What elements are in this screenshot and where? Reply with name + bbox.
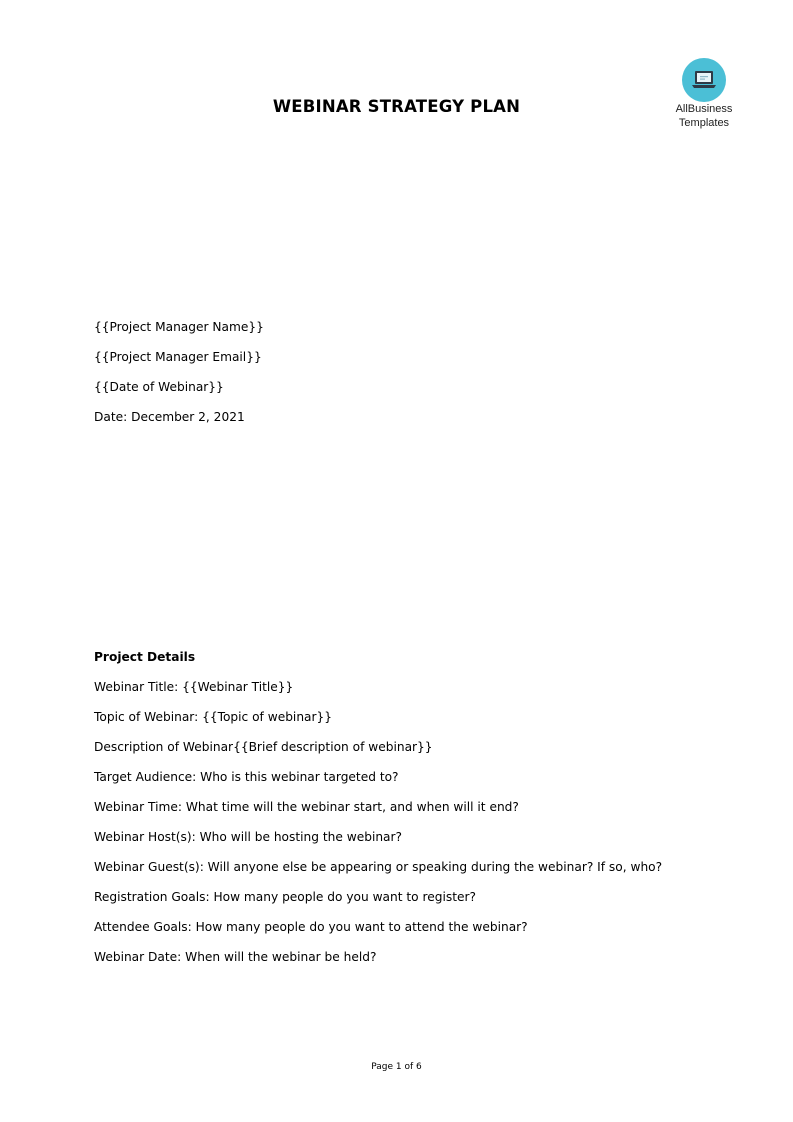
detail-webinar-date: Webinar Date: When will the webinar be held? [94, 950, 377, 964]
laptop-icon [682, 58, 726, 102]
document-title: WEBINAR STRATEGY PLAN [272, 97, 521, 116]
detail-target-audience: Target Audience: Who is this webinar targeted to? [94, 770, 399, 784]
project-manager-name: {{Project Manager Name}} [94, 320, 264, 334]
logo-text-line2: Templates [678, 117, 730, 129]
company-logo [668, 58, 740, 130]
detail-attendee-goals: Attendee Goals: How many people do you want to attend the webinar? [94, 920, 528, 934]
detail-topic: Topic of Webinar: {{Topic of webinar}} [94, 710, 333, 724]
document-date: Date: December 2, 2021 [94, 410, 245, 424]
detail-webinar-hosts: Webinar Host(s): Who will be hosting the webinar? [94, 830, 403, 844]
detail-webinar-title: Webinar Title: {{Webinar Title}} [94, 680, 294, 694]
logo-text-line1: AllBusiness [675, 103, 733, 115]
page-number: Page 1 of 6 [371, 1062, 422, 1072]
detail-registration-goals: Registration Goals: How many people do you want to register? [94, 890, 476, 904]
webinar-date-placeholder: {{Date of Webinar}} [94, 380, 224, 394]
detail-description: Description of Webinar{{Brief description of webinar}} [94, 740, 433, 754]
detail-webinar-guests: Webinar Guest(s): Will anyone else be appearing or speaking during the webinar? If so, who? [94, 860, 663, 874]
project-manager-email: {{Project Manager Email}} [94, 350, 262, 364]
detail-webinar-time: Webinar Time: What time will the webinar start, and when will it end? [94, 800, 519, 814]
section-heading-project-details: Project Details [94, 650, 196, 664]
